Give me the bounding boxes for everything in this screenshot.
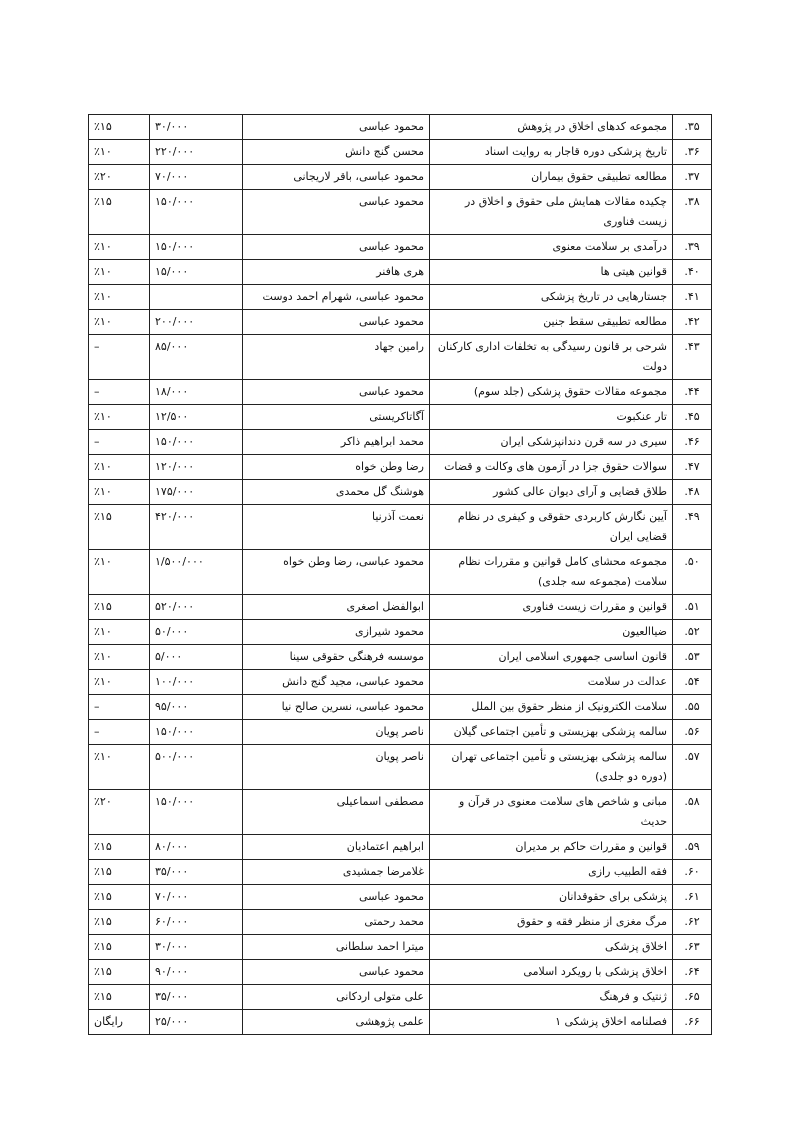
book-title: طلاق قضایی و آرای دیوان عالی کشور — [430, 480, 673, 505]
book-title: ژنتیک و فرهنگ — [430, 985, 673, 1010]
book-author: ابراهیم اعتمادیان — [243, 835, 430, 860]
book-author: علی متولی اردکانی — [243, 985, 430, 1010]
book-discount: ٪۱۵ — [89, 595, 150, 620]
book-price: ۱۵۰/۰۰۰ — [150, 790, 243, 835]
book-author: هوشنگ گل محمدی — [243, 480, 430, 505]
book-discount: ٪۱۰ — [89, 670, 150, 695]
row-number: ۴۷. — [673, 455, 712, 480]
row-number: ۴۴. — [673, 380, 712, 405]
row-number: ۵۴. — [673, 670, 712, 695]
table-row — [89, 860, 712, 885]
book-price: ۱۰۰/۰۰۰ — [150, 670, 243, 695]
book-author: غلامرضا جمشیدی — [243, 860, 430, 885]
book-discount: ٪۱۰ — [89, 235, 150, 260]
book-title: چکیده مقالات همایش ملی حقوق و اخلاق در زیست فناوری — [430, 190, 673, 235]
book-price: ۱۵۰/۰۰۰ — [150, 235, 243, 260]
book-author: محمود عباسی، نسرین صالح نیا — [243, 695, 430, 720]
book-discount: – — [89, 335, 150, 380]
table-row — [89, 935, 712, 960]
row-number: ۶۰. — [673, 860, 712, 885]
book-price: ۸۰/۰۰۰ — [150, 835, 243, 860]
book-title: قوانین هیتی ها — [430, 260, 673, 285]
book-title: شرحی بر قانون رسیدگی به تخلفات اداری کارکنان دولت — [430, 335, 673, 380]
row-number: ۵۵. — [673, 695, 712, 720]
book-title: قانون اساسی جمهوری اسلامی ایران — [430, 645, 673, 670]
book-discount: ٪۱۵ — [89, 860, 150, 885]
book-price: ۲۲۰/۰۰۰ — [150, 140, 243, 165]
book-author: محسن گنج دانش — [243, 140, 430, 165]
book-price: ۲۰۰/۰۰۰ — [150, 310, 243, 335]
book-discount: ٪۲۰ — [89, 790, 150, 835]
book-title: سالمه پزشکی بهزیستی و تأمین اجتماعی گیلان — [430, 720, 673, 745]
row-number: ۴۵. — [673, 405, 712, 430]
book-discount: ٪۱۰ — [89, 310, 150, 335]
table-row — [89, 595, 712, 620]
row-number: ۳۷. — [673, 165, 712, 190]
row-number: ۵۶. — [673, 720, 712, 745]
book-title: مجموعه محشای کامل قوانین و مقررات نظام سلامت (مجموعه سه جلدی) — [430, 550, 673, 595]
book-author: ناصر پویان — [243, 720, 430, 745]
row-number: ۶۱. — [673, 885, 712, 910]
book-title: قوانین و مقررات زیست فناوری — [430, 595, 673, 620]
book-author: محمود عباسی، باقر لاریجانی — [243, 165, 430, 190]
book-discount: ٪۱۵ — [89, 910, 150, 935]
book-title: جستارهایی در تاریخ پزشکی — [430, 285, 673, 310]
book-discount: ٪۱۰ — [89, 480, 150, 505]
row-number: ۳۶. — [673, 140, 712, 165]
book-title: اخلاق پزشکی با رویکرد اسلامی — [430, 960, 673, 985]
row-number: ۴۰. — [673, 260, 712, 285]
book-title: ضیاالعیون — [430, 620, 673, 645]
table-row — [89, 505, 712, 550]
table-row — [89, 380, 712, 405]
book-author: رضا وطن خواه — [243, 455, 430, 480]
book-author: رامین جهاد — [243, 335, 430, 380]
book-author: محمود عباسی — [243, 310, 430, 335]
book-discount: ٪۱۰ — [89, 620, 150, 645]
book-discount: ٪۱۰ — [89, 405, 150, 430]
table-row — [89, 745, 712, 790]
table-row — [89, 285, 712, 310]
row-number: ۵۳. — [673, 645, 712, 670]
row-number: ۵۲. — [673, 620, 712, 645]
book-price: ۴۲۰/۰۰۰ — [150, 505, 243, 550]
row-number: ۶۲. — [673, 910, 712, 935]
book-author: محمود عباسی، رضا وطن خواه — [243, 550, 430, 595]
book-discount: ٪۱۰ — [89, 745, 150, 790]
book-price — [150, 285, 243, 310]
book-discount: ٪۱۵ — [89, 505, 150, 550]
book-catalog-table — [88, 114, 712, 1035]
book-price: ۵۰/۰۰۰ — [150, 620, 243, 645]
row-number: ۵۱. — [673, 595, 712, 620]
row-number: ۶۴. — [673, 960, 712, 985]
table-row — [89, 985, 712, 1010]
book-price: ۱۸/۰۰۰ — [150, 380, 243, 405]
book-title: سالمه پزشکی بهزیستی و تأمین اجتماعی تهران (دوره دو جلدی) — [430, 745, 673, 790]
book-author: هری هافنر — [243, 260, 430, 285]
book-price: ۱۵/۰۰۰ — [150, 260, 243, 285]
book-title: مبانی و شاخص های سلامت معنوی در قرآن و حدیث — [430, 790, 673, 835]
book-discount: ٪۱۰ — [89, 140, 150, 165]
table-row — [89, 405, 712, 430]
book-author: محمود عباسی — [243, 235, 430, 260]
table-row — [89, 190, 712, 235]
table-row — [89, 480, 712, 505]
book-price: ۵۰۰/۰۰۰ — [150, 745, 243, 790]
row-number: ۶۵. — [673, 985, 712, 1010]
row-number: ۳۹. — [673, 235, 712, 260]
book-price: ۵/۰۰۰ — [150, 645, 243, 670]
book-discount: ٪۱۵ — [89, 960, 150, 985]
book-author: محمود عباسی — [243, 190, 430, 235]
book-price: ۱/۵۰۰/۰۰۰ — [150, 550, 243, 595]
book-discount: ٪۱۰ — [89, 260, 150, 285]
table-row — [89, 430, 712, 455]
table-row — [89, 260, 712, 285]
row-number: ۵۰. — [673, 550, 712, 595]
table-row — [89, 720, 712, 745]
book-author: محمود عباسی — [243, 885, 430, 910]
book-author: ابوالفضل اصغری — [243, 595, 430, 620]
book-price: ۱۵۰/۰۰۰ — [150, 720, 243, 745]
book-title: پزشکی برای حقوقدانان — [430, 885, 673, 910]
row-number: ۳۸. — [673, 190, 712, 235]
catalog-body — [89, 115, 712, 1035]
table-row — [89, 140, 712, 165]
book-price: ۶۰/۰۰۰ — [150, 910, 243, 935]
book-price: ۳۵/۰۰۰ — [150, 985, 243, 1010]
table-row — [89, 335, 712, 380]
row-number: ۶۶. — [673, 1010, 712, 1035]
book-price: ۱۵۰/۰۰۰ — [150, 430, 243, 455]
table-row — [89, 910, 712, 935]
table-row — [89, 620, 712, 645]
row-number: ۴۲. — [673, 310, 712, 335]
row-number: ۴۶. — [673, 430, 712, 455]
book-discount: ٪۲۰ — [89, 165, 150, 190]
book-price: ۸۵/۰۰۰ — [150, 335, 243, 380]
book-discount: – — [89, 430, 150, 455]
book-author: آگاتاکریستی — [243, 405, 430, 430]
book-discount: ٪۱۵ — [89, 190, 150, 235]
table-row — [89, 550, 712, 595]
table-row — [89, 885, 712, 910]
book-price: ۷۰/۰۰۰ — [150, 885, 243, 910]
table-row — [89, 670, 712, 695]
book-title: اخلاق پزشکی — [430, 935, 673, 960]
book-price: ۱۲۰/۰۰۰ — [150, 455, 243, 480]
row-number: ۴۱. — [673, 285, 712, 310]
book-author: علمی پژوهشی — [243, 1010, 430, 1035]
book-author: محمد ابراهیم ذاکر — [243, 430, 430, 455]
book-title: مطالعه تطبیقی سقط جنین — [430, 310, 673, 335]
row-number: ۶۳. — [673, 935, 712, 960]
table-row — [89, 165, 712, 190]
book-title: درآمدی بر سلامت معنوی — [430, 235, 673, 260]
book-discount: ٪۱۰ — [89, 285, 150, 310]
book-author: مصطفی اسماعیلی — [243, 790, 430, 835]
book-discount: ٪۱۰ — [89, 645, 150, 670]
row-number: ۵۹. — [673, 835, 712, 860]
book-author: محمود عباسی — [243, 380, 430, 405]
row-number: ۵۷. — [673, 745, 712, 790]
book-price: ۹۵/۰۰۰ — [150, 695, 243, 720]
table-row — [89, 235, 712, 260]
book-catalog-page — [88, 114, 712, 1035]
book-title: آیین نگارش کاربردی حقوقی و کیفری در نظام قضایی ایران — [430, 505, 673, 550]
book-discount: رایگان — [89, 1010, 150, 1035]
book-price: ۲۵/۰۰۰ — [150, 1010, 243, 1035]
book-title: فقه الطبیب رازی — [430, 860, 673, 885]
book-discount: – — [89, 380, 150, 405]
table-row — [89, 1010, 712, 1035]
book-title: سوالات حقوق جزا در آزمون های وکالت و قضات — [430, 455, 673, 480]
row-number: ۴۸. — [673, 480, 712, 505]
row-number: ۴۳. — [673, 335, 712, 380]
book-title: تار عنکبوت — [430, 405, 673, 430]
book-author: محمود عباسی — [243, 115, 430, 140]
book-title: تاریخ پزشکی دوره قاجار به روایت اسناد — [430, 140, 673, 165]
book-price: ۱۲/۵۰۰ — [150, 405, 243, 430]
book-discount: ٪۱۰ — [89, 550, 150, 595]
book-price: ۳۰/۰۰۰ — [150, 115, 243, 140]
row-number: ۳۵. — [673, 115, 712, 140]
table-row — [89, 115, 712, 140]
book-title: سیری در سه قرن دندانپزشکی ایران — [430, 430, 673, 455]
book-author: محمود عباسی، مجید گنج دانش — [243, 670, 430, 695]
book-discount: ٪۱۵ — [89, 835, 150, 860]
book-price: ۱۵۰/۰۰۰ — [150, 190, 243, 235]
book-discount: ٪۱۰ — [89, 455, 150, 480]
book-author: ناصر پویان — [243, 745, 430, 790]
book-author: محمود عباسی — [243, 960, 430, 985]
book-price: ۵۲۰/۰۰۰ — [150, 595, 243, 620]
book-price: ۱۷۵/۰۰۰ — [150, 480, 243, 505]
book-title: سلامت الکترونیک از منظر حقوق بین الملل — [430, 695, 673, 720]
table-row — [89, 645, 712, 670]
book-title: عدالت در سلامت — [430, 670, 673, 695]
row-number: ۵۸. — [673, 790, 712, 835]
book-discount: – — [89, 720, 150, 745]
book-discount: ٪۱۵ — [89, 885, 150, 910]
book-title: مجموعه کدهای اخلاق در پژوهش — [430, 115, 673, 140]
book-price: ۷۰/۰۰۰ — [150, 165, 243, 190]
book-title: قوانین و مقررات حاکم بر مدیران — [430, 835, 673, 860]
book-title: مرگ مغزی از منظر فقه و حقوق — [430, 910, 673, 935]
table-row — [89, 835, 712, 860]
table-row — [89, 455, 712, 480]
book-author: موسسه فرهنگی حقوقی سینا — [243, 645, 430, 670]
book-price: ۳۵/۰۰۰ — [150, 860, 243, 885]
book-price: ۹۰/۰۰۰ — [150, 960, 243, 985]
book-author: محمود عباسی، شهرام احمد دوست — [243, 285, 430, 310]
table-row — [89, 310, 712, 335]
table-row — [89, 960, 712, 985]
book-discount: ٪۱۵ — [89, 985, 150, 1010]
book-title: فصلنامه اخلاق پزشکی ۱ — [430, 1010, 673, 1035]
table-row — [89, 790, 712, 835]
book-author: محمد رحمتی — [243, 910, 430, 935]
book-author: میترا احمد سلطانی — [243, 935, 430, 960]
book-author: محمود شیرازی — [243, 620, 430, 645]
book-discount: ٪۱۵ — [89, 115, 150, 140]
book-title: مجموعه مقالات حقوق پزشکی (جلد سوم) — [430, 380, 673, 405]
book-discount: – — [89, 695, 150, 720]
book-title: مطالعه تطبیقی حقوق بیماران — [430, 165, 673, 190]
book-price: ۳۰/۰۰۰ — [150, 935, 243, 960]
table-row — [89, 695, 712, 720]
row-number: ۴۹. — [673, 505, 712, 550]
book-discount: ٪۱۵ — [89, 935, 150, 960]
book-author: نعمت آذرنیا — [243, 505, 430, 550]
